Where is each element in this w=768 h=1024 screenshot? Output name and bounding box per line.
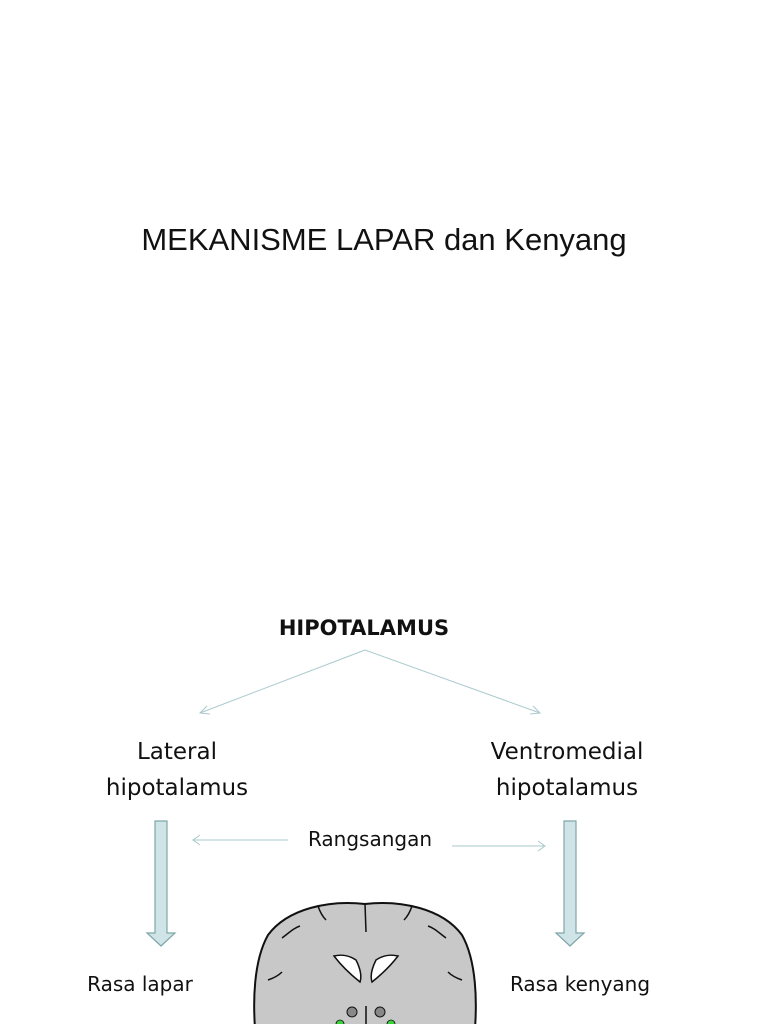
result-rasa-kenyang: Rasa kenyang [509,972,651,996]
node-lateral-hipotalamus [72,734,282,806]
down-arrow-right [556,821,584,946]
node-lateral-line1: Lateral [136,739,218,765]
hypothalamus-slide [0,540,768,1024]
node-ventromedial-line2: hipotalamus [495,775,639,801]
result-rasa-lapar: Rasa lapar [87,972,193,996]
branch-arrow-right [365,650,540,714]
slide-title: MEKANISME LAPAR dan Kenyang [141,222,627,257]
heading-hipotalamus: HIPOTALAMUS [278,616,450,640]
node-lateral-line2: hipotalamus [105,775,249,801]
branch-arrow-left [200,650,365,714]
stimulus-label: Rangsangan [307,827,433,851]
node-ventromedial-line1: Ventromedial [490,739,644,765]
down-arrow-left [147,821,175,946]
node-ventromedial-hipotalamus [457,734,677,806]
stimulus-arrow-right [452,841,545,851]
stimulus-arrow-left [193,835,288,845]
brain-cross-section-illustration [254,903,476,1024]
